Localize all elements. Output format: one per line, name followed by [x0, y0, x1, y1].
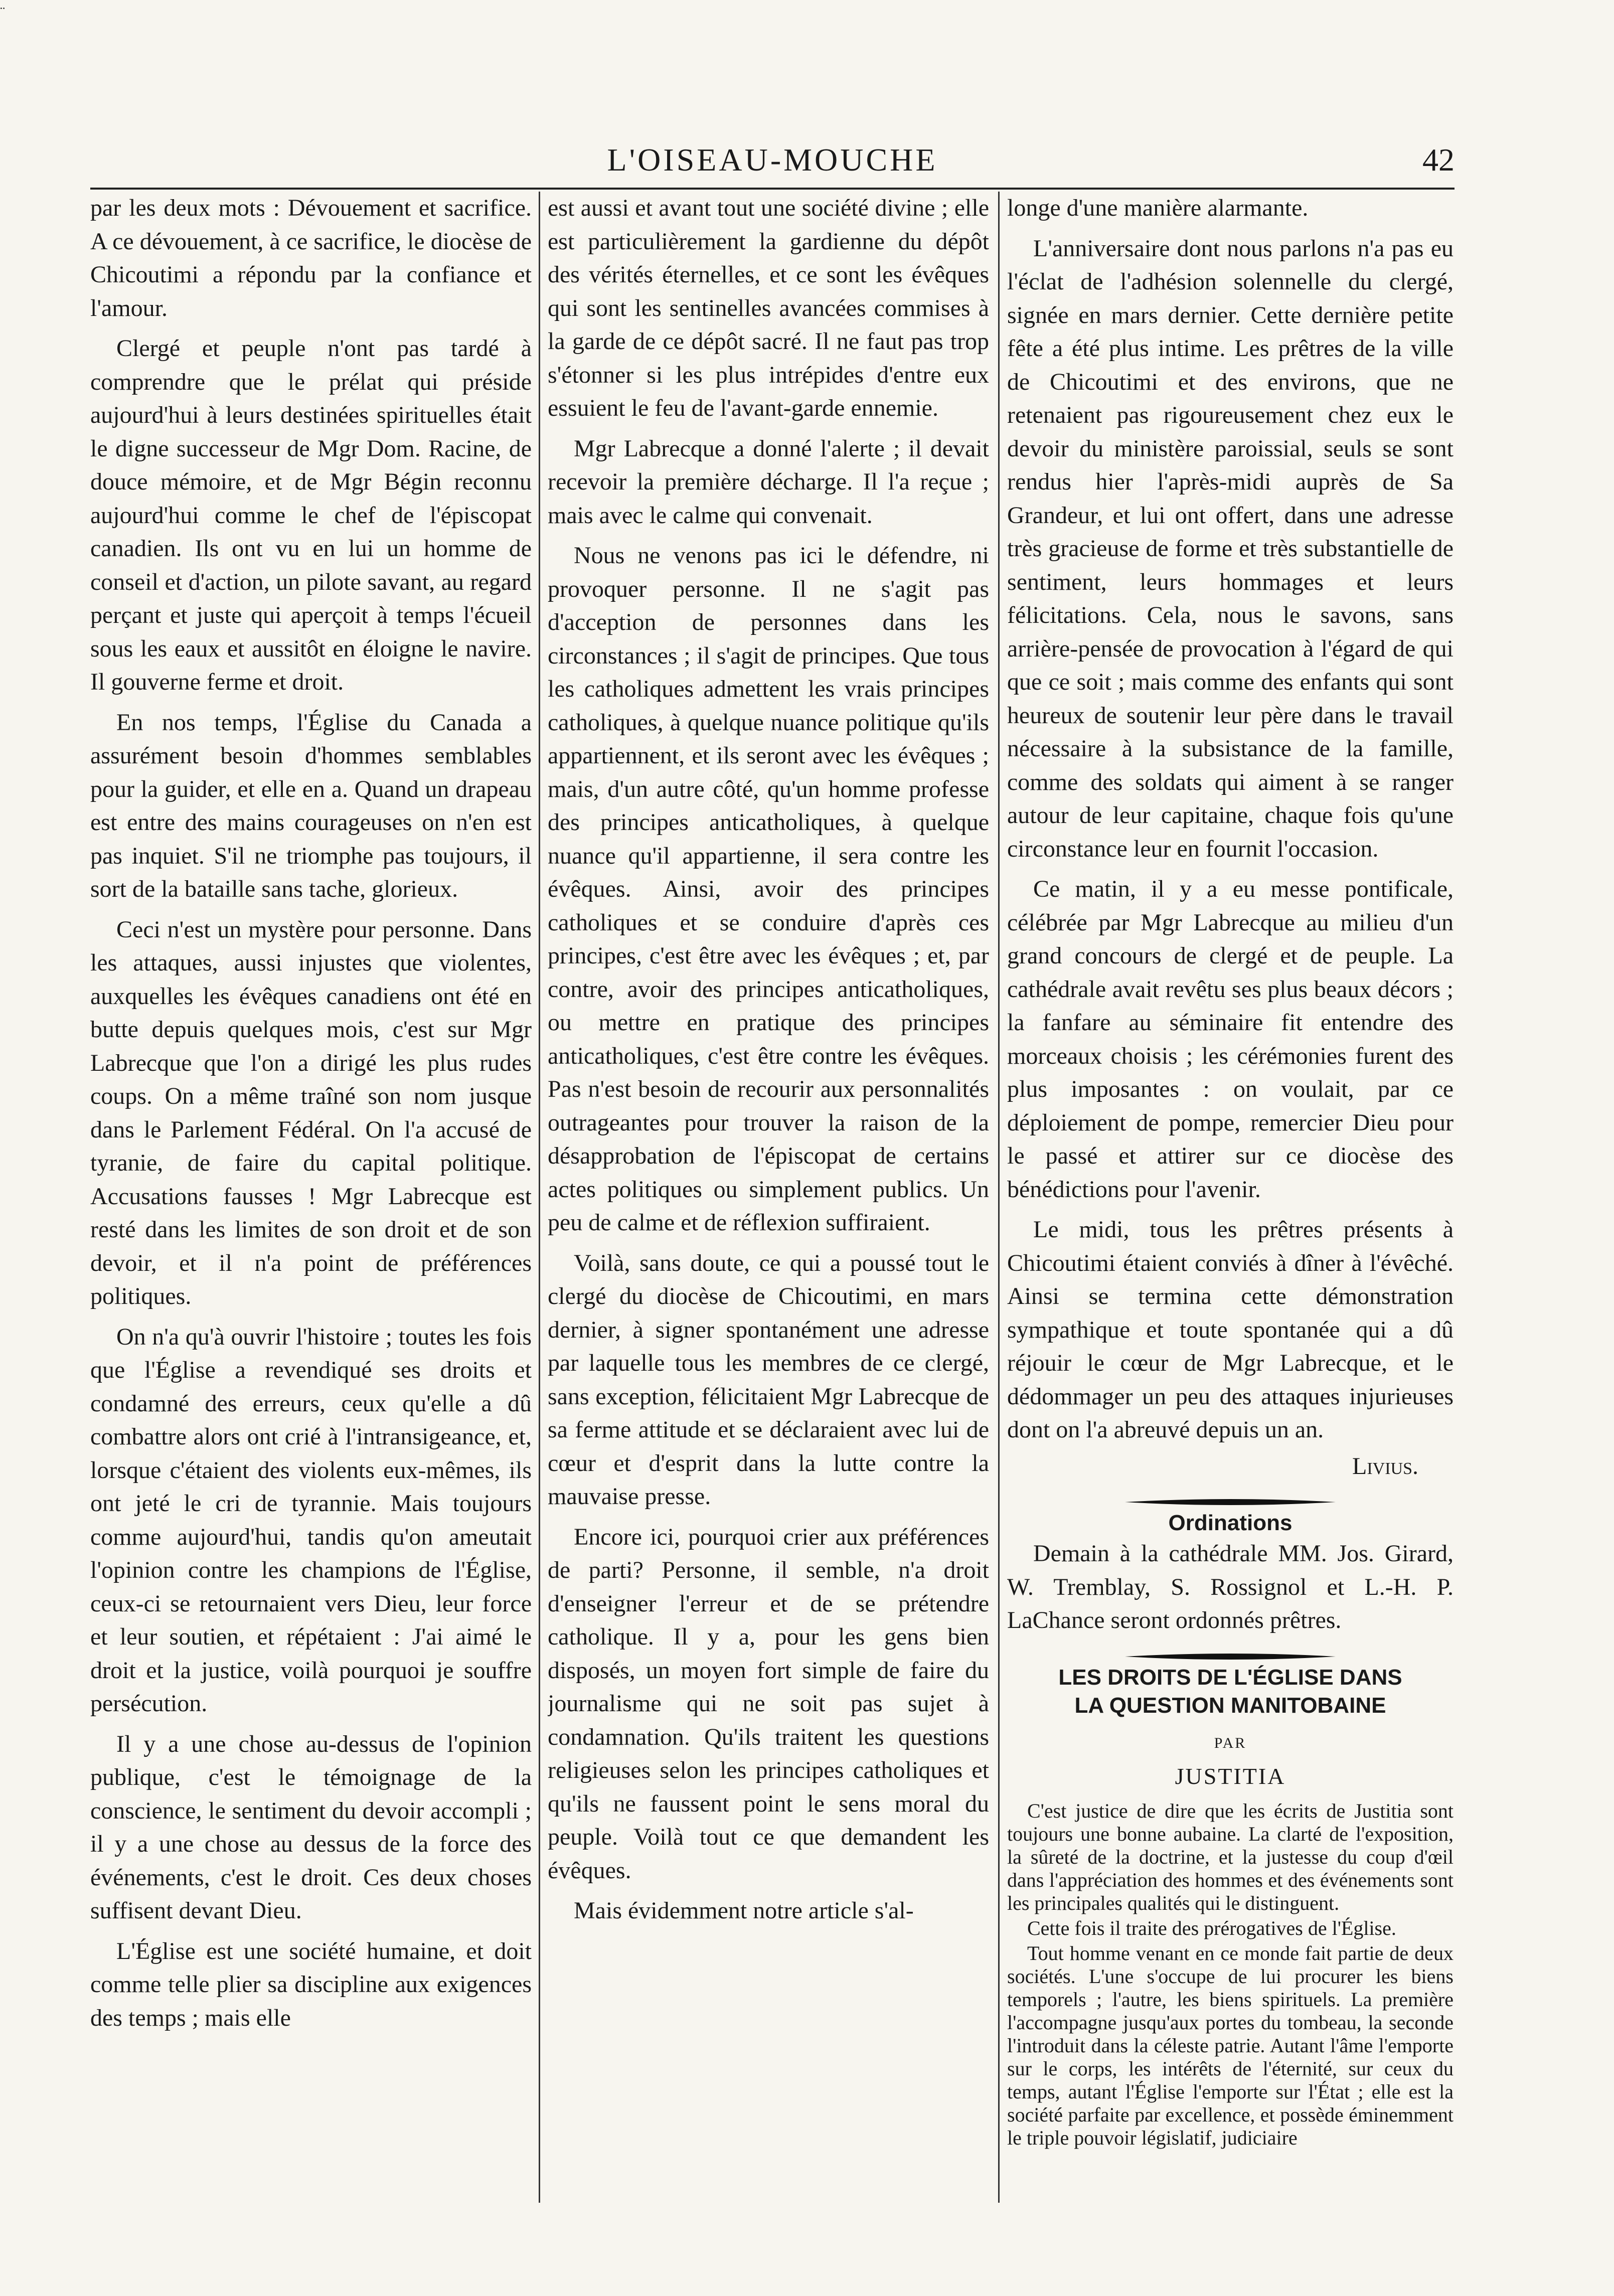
journal-title: L'OISEAU-MOUCHE — [607, 142, 938, 178]
paragraph: L'Église est une société humaine, et doit comme telle plier sa discipline aux exigences des temps ; mais elle — [90, 1937, 532, 2031]
article-author: JUSTITIA — [1175, 1763, 1286, 1789]
ordinations-title: Ordinations — [1168, 1511, 1293, 1535]
paragraph: Il y a une chose au-dessus de l'opinion publique, c'est le témoignage de la conscience, le sentiment du devoir accompli ; il y a une chose au dessus de la force des événements, c'est le droit. Ces deux choses suffisent devant Dieu. — [90, 1730, 532, 1924]
article-title-line-1: LES DROITS DE L'ÉGLISE DANS — [1058, 1665, 1402, 1690]
ornament-rule-icon — [1125, 1498, 1336, 1506]
column-1 — [90, 192, 532, 2198]
paragraph: Clergé et peuple n'ont pas tardé à comprendre que le prélat qui préside aujourd'hui à leurs destinées spirituelles était le digne successeur de Mgr Dom. Racine, de douce mémoire, et de Mgr Bégin reconnu aujourd'hui comme le chef de l'épiscopat canadien. Ils ont vu en lui un homme de conseil et d'action, un pilote savant, au regard perçant et juste qui aperçoit à temps l'écueil sous les eaux et aussitôt en éloigne le navire. Il gouverne ferme et droit. — [90, 335, 532, 695]
column-3 — [1007, 192, 1454, 2198]
paragraph: par les deux mots : Dévouement et sacrifice. A ce dévouement, à ce sacrifice, le diocèse de Chicoutimi a répondu par la confiance et l'amour. — [90, 195, 532, 321]
paragraph: Voilà, sans doute, ce qui a poussé tout le clergé du diocèse de Chicoutimi, en mars dernier, à signer spontanément une adresse par laquelle tous les membres de ce clergé, sans exception, félicitaient Mgr Labrecque de sa ferme attitude et se déclaraient avec lui de cœur et d'esprit dans la lutte contre la mauvaise presse. — [548, 1249, 989, 1510]
paragraph: est aussi et avant tout une société divine ; elle est particulièrement la gardienne du dépôt des vérités éternelles, et ce sont les évêques qui sont les sentinelles avancées commises à la garde de ce dépôt sacré. Il ne faut pas trop s'étonner si les plus intrépides d'entre eux essuient le feu de l'avant-garde ennemie. — [548, 195, 989, 421]
article-byline: PAR — [1214, 1734, 1247, 1751]
paragraph: Ce matin, il y a eu messe pontificale, célébrée par Mgr Labrecque au milieu d'un grand concours de clergé et de peuple. La cathédrale avait revêtu ses plus beaux décors ; la fanfare au séminaire fit entendre des morceaux choisis ; les cérémonies furent des plus imposantes : on voulait, par ce déploiement de pompe, remercier Dieu pour le passé et attirer sur ce diocèse des bénédictions pour l'avenir. — [1007, 876, 1454, 1203]
signature: Livius. — [1352, 1452, 1418, 1480]
paragraph: En nos temps, l'Église du Canada a assurément besoin d'hommes semblables pour la guider, et elle en a. Quand un drapeau est entre des mains courageuses on n'en est pas inquiet. S'il ne triomphe pas toujours, il sort de la bataille sans tache, glorieux. — [90, 709, 532, 902]
column-2 — [548, 192, 989, 2198]
article-body — [1007, 1799, 1454, 2150]
page-header — [90, 141, 1455, 187]
column-divider-2 — [998, 192, 1000, 2203]
ornament-divider — [1007, 1653, 1454, 1661]
paragraph: Encore ici, pourquoi crier aux préférences de parti? Personne, il semble, n'a droit d'enseigner l'erreur et de se prétendre catholique. Il y a, pour les gens bien disposés, un moyen fort simple de faire du journalisme qui ne soit pas sujet à condamnation. Qu'ils traitent les questions religieuses selon les principes catholiques et qu'ils ne faussent point le sens moral du peuple. Voilà tout ce que demandent les évêques. — [548, 1523, 989, 1884]
column-divider-1 — [539, 192, 540, 2203]
article-title-line-2: LA QUESTION MANITOBAINE — [1074, 1693, 1386, 1718]
paragraph: Nous ne venons pas ici le défendre, ni provoquer personne. Il ne s'agit pas d'acception de personnes dans les circonstances ; il s'agit de principes. Que tous les catholiques admettent les vrais principes catholiques, à quelque nuance politique qu'ils appartiennent, et ils seront avec les évêques ; mais, d'un autre côté, qu'un homme professe des principes anticatholiques, à quelque nuance qu'il appartienne, il sera contre les évêques. Ainsi, avoir des principes catholiques et se conduire d'après ces principes, c'est être avec les évêques ; et, par contre, avoir des principes anticatholiques, ou mettre en pratique des principes anticatholiques, c'est être contre les évêques. Pas n'est besoin de recourir aux personnalités outrageantes pour trouver la raison de la désapprobation de l'épiscopat de certains actes politiques ou simplement publics. Un peu de calme et de réflexion suffiraient. — [548, 542, 989, 1236]
page-number: 42 — [1422, 142, 1455, 178]
paragraph: Mgr Labrecque a donné l'alerte ; il devait recevoir la première décharge. Il l'a reçue ; mais avec le calme qui convenait. — [548, 435, 989, 529]
paragraph: C'est justice de dire que les écrits de Justitia sont toujours une bonne aubaine. La clarté de l'exposition, la sûreté de la doctrine, et la justesse du coup d'œil dans l'appréciation des hommes et des événements sont les principales qualités qui le distinguent. — [1007, 1799, 1454, 1914]
ordinations-text: Demain à la cathédrale MM. Jos. Girard, W. Tremblay, S. Rossignol et L.-H. P. LaChance seront ordonnés prêtres. — [1007, 1540, 1454, 1633]
paragraph: Mais évidemment notre article s'al- — [574, 1897, 914, 1924]
header-rule — [90, 188, 1455, 190]
paragraph: Cette fois il traite des prérogatives de l'Église. — [1027, 1916, 1396, 1939]
margin-mark: ¨ — [0, 4, 5, 21]
ornament-rule-icon — [1125, 1653, 1336, 1661]
paragraph: L'anniversaire dont nous parlons n'a pas eu l'éclat de l'adhésion solennelle du clergé, signée en mars dernier. Cette dernière petite fête a été plus intime. Les prêtres de la ville de Chicoutimi et des environs, que ne retenaient pas rigoureusement chez eux le devoir du ministère paroissial, seuls se sont rendus hier l'après-midi auprès de Sa Grandeur, et lui ont offert, dans une adresse très gracieuse de forme et très substantielle de sentiment, leurs hommages et leurs félicitations. Cela, nous le savons, sans arrière-pensée de provocation à l'égard de qui que ce soit ; mais comme des enfants qui sont heureux de soutenir leur père dans le travail nécessaire à la subsistance de la famille, comme des soldats qui aiment à se ranger autour de leur capitaine, chaque fois qu'une circonstance leur en fournit l'occasion. — [1007, 235, 1454, 862]
paragraph: Ceci n'est un mystère pour personne. Dans les attaques, aussi injustes que violentes, auxquelles les évêques canadiens ont été en butte depuis quelques mois, c'est sur Mgr Labrecque que l'on a dirigé les plus rudes coups. On a même traîné son nom jusque dans le Parlement Fédéral. On l'a accusé de tyranie, de faire du capital politique. Accusations fausses ! Mgr Labrecque est resté dans les limites de son droit et de son devoir, et il n'a point de préférences politiques. — [90, 916, 532, 1309]
ornament-divider — [1007, 1498, 1454, 1506]
paragraph: Le midi, tous les prêtres présents à Chicoutimi étaient conviés à dîner à l'évêché. Ainsi se termina cette démonstration sympathique et toute spontanée qui a dû réjouir le cœur de Mgr Labrecque, et le dédommager un peu des attaques injurieuses dont on l'a abreuvé depuis un an. — [1007, 1216, 1454, 1443]
paragraph: On n'a qu'à ouvrir l'histoire ; toutes les fois que l'Église a revendiqué ses droits et condamné des erreurs, ceux qu'elle a dû combattre alors ont crié à l'intransigeance, et, lorsque c'étaient des violents eux-mêmes, ils ont jeté le cri de tyrannie. Mais toujours comme aujourd'hui, tandis qu'on ameutait l'opinion contre les champions de l'Église, ceux-ci se retournaient vers Dieu, leur force et leur soutien, et répétaient : J'ai aimé le droit et la justice, voilà pourquoi je souffre persécution. — [90, 1323, 532, 1717]
paragraph: Tout homme venant en ce monde fait partie de deux sociétés. L'une s'occupe de lui procurer les biens temporels ; l'autre, les biens spirituels. La première l'accompagne jusqu'aux portes du tombeau, la seconde l'introduit dans la céleste patrie. Autant l'âme l'emporte sur le corps, les intérêts de l'éternité, sur ceux du temps, autant l'Église l'emporte sur l'État ; elle est la société parfaite par excellence, et possède éminemment le triple pouvoir législatif, judiciaire — [1007, 1941, 1454, 2149]
paragraph: longe d'une manière alarmante. — [1007, 195, 1309, 221]
